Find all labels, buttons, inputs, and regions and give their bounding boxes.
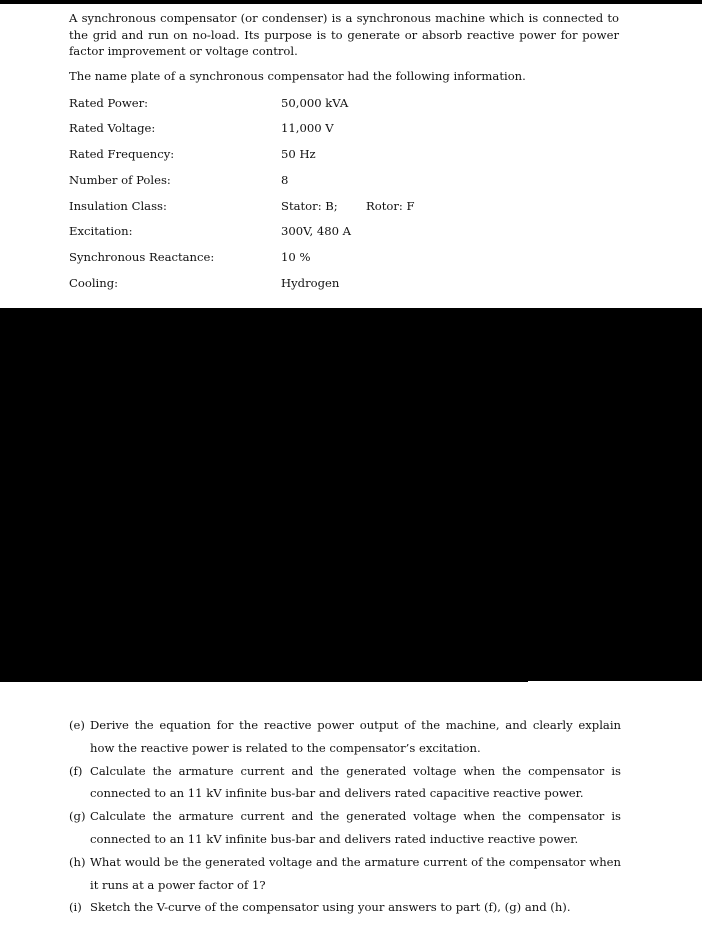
question-text: Sketch the V-curve of the compensator using your answers to part (f), (g) and (h). bbox=[90, 900, 571, 915]
spec-label: Insulation Class: bbox=[69, 199, 167, 213]
spec-label: Rated Frequency: bbox=[69, 147, 175, 161]
question-text: Calculate the armature current and the generated voltage when the compensator is connected to an 11 kV infinite bus-bar and delivers rated inductive reactive power. bbox=[90, 809, 621, 846]
nameplate-lead: The name plate of a synchronous compensator had the following information. bbox=[69, 69, 526, 83]
spec-label: Excitation: bbox=[69, 224, 133, 238]
spec-label: Rated Voltage: bbox=[69, 121, 156, 135]
question-text: Derive the equation for the reactive power output of the machine, and clearly explain how the reactive power is related to the compensator’s excitation. bbox=[90, 718, 621, 755]
question-text: Calculate the armature current and the generated voltage when the compensator is connected to an 11 kV infinite bus-bar and delivers rated capacitive reactive power. bbox=[90, 763, 621, 801]
spec-label: Rated Power: bbox=[69, 96, 149, 110]
question-f bbox=[69, 760, 621, 806]
question-letter: (h) bbox=[69, 854, 86, 869]
redacted-block-edge bbox=[0, 681, 528, 682]
question-letter: (f) bbox=[69, 763, 83, 778]
spec-row-insulation bbox=[69, 198, 629, 214]
question-list bbox=[69, 714, 621, 919]
spec-value-rotor: Rotor: F bbox=[366, 199, 415, 213]
question-letter: (g) bbox=[69, 809, 86, 824]
spec-label: Number of Poles: bbox=[69, 173, 171, 187]
spec-value: Hydrogen bbox=[281, 276, 340, 290]
spec-row-reactance bbox=[69, 249, 629, 265]
spec-value: 300V, 480 A bbox=[281, 224, 352, 238]
spec-value: Stator: B; bbox=[281, 199, 338, 213]
spec-value: 50 Hz bbox=[281, 147, 316, 161]
spec-value: 50,000 kVA bbox=[281, 96, 349, 110]
spec-row-excitation bbox=[69, 223, 629, 239]
spec-row-rated-frequency bbox=[69, 146, 629, 162]
spec-value: 8 bbox=[281, 173, 289, 187]
question-e bbox=[69, 714, 621, 760]
question-letter: (i) bbox=[69, 900, 82, 915]
spec-label: Cooling: bbox=[69, 276, 119, 290]
spec-row-poles bbox=[69, 172, 629, 188]
spec-row-cooling bbox=[69, 275, 629, 291]
top-border bbox=[0, 0, 702, 4]
question-letter: (e) bbox=[69, 718, 85, 732]
intro-paragraph: A synchronous compensator (or condenser) is a synchronous machine which is connected to the grid and run on no-load. Its purpose is to generate or absorb reactive power for power factor improvement or voltage control. bbox=[69, 11, 619, 58]
spec-row-rated-power bbox=[69, 95, 629, 111]
spec-value: 11,000 V bbox=[281, 121, 334, 135]
question-h bbox=[69, 851, 621, 897]
spec-row-rated-voltage bbox=[69, 120, 629, 136]
question-i bbox=[69, 896, 621, 919]
question-g bbox=[69, 805, 621, 851]
question-text: What would be the generated voltage and the armature current of the compensator when it runs at a power factor of 1? bbox=[90, 854, 621, 892]
spec-label: Synchronous Reactance: bbox=[69, 250, 215, 264]
redacted-block bbox=[0, 308, 702, 681]
spec-value: 10 % bbox=[281, 250, 311, 264]
